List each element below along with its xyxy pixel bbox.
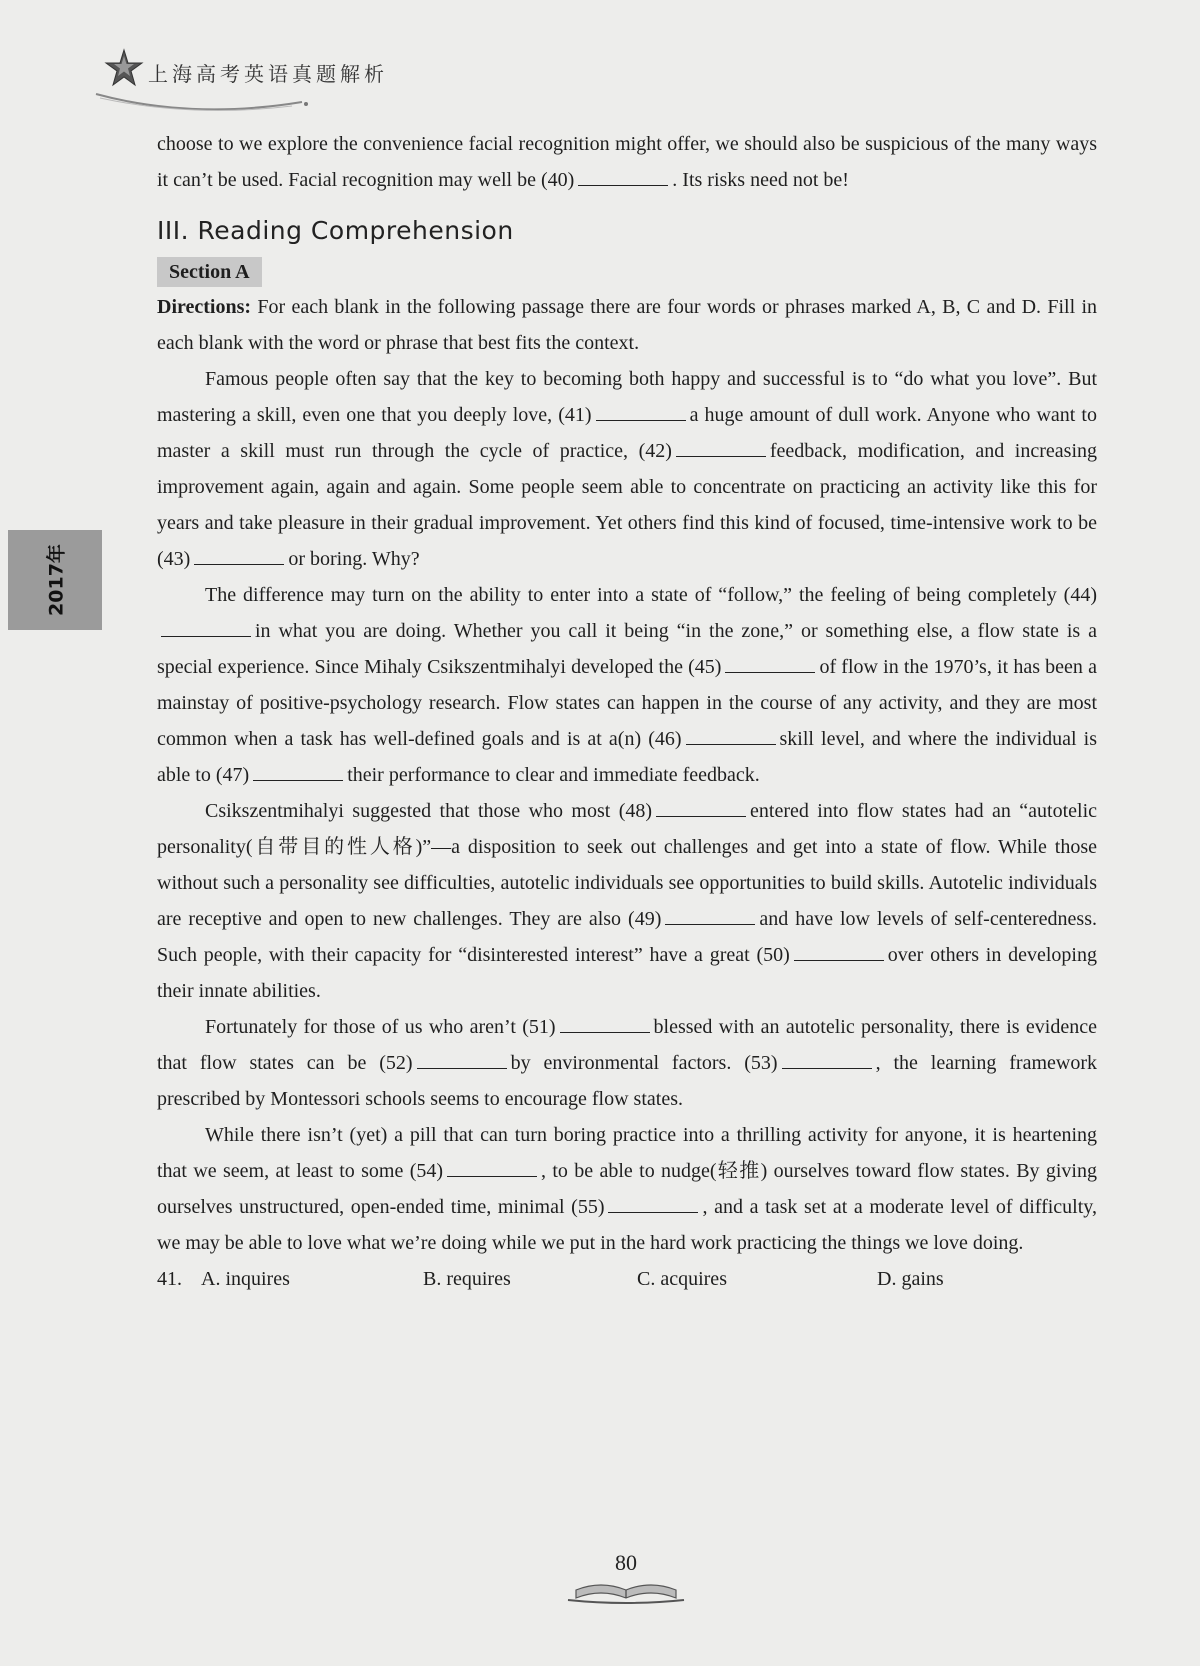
blank-40: [578, 167, 668, 186]
option-a: A. inquires: [201, 1268, 290, 1290]
blank-44: [161, 618, 251, 637]
blank-52: [417, 1050, 507, 1069]
year-side-tab: [8, 530, 102, 630]
blank-54: [447, 1158, 537, 1177]
header-title: 上海高考英语真题解析: [148, 62, 388, 86]
intro-text: choose to we explore the convenience facial recognition might offer, we should also be suspicious of the many ways it can’t be used. Facial recognition may well be (40): [157, 133, 1097, 191]
intro-paragraph: [157, 126, 1097, 198]
blank-41: [596, 402, 686, 421]
passage-paragraph-2: [157, 577, 1097, 793]
passage-text: While there isn’t (yet) a pill that can turn boring practice into a thrilling activity for anyone, it is heartening that we seem, at least to some (54): [157, 1124, 1097, 1182]
passage-text: or boring. Why?: [288, 548, 420, 570]
passage-text: their performance to clear and immediate feedback.: [347, 764, 760, 786]
page-footer: [566, 1550, 686, 1610]
option-c: C. acquires: [637, 1268, 727, 1290]
section-label: Section A: [157, 257, 262, 287]
blank-51: [560, 1014, 650, 1033]
running-header: [92, 40, 512, 110]
blank-45: [725, 654, 815, 673]
main-content: [157, 126, 1097, 1297]
passage-text: feedback, modification, and increasing improvement again, again and again. Some people seem able to concentrate on practicing an activity like this for years and take pleasure in their gradual improvement. Yet others find this kind of focused, time-intensive work to be (43): [157, 440, 1097, 570]
blank-46: [686, 726, 776, 745]
blank-50: [794, 942, 884, 961]
passage-text: over others in developing their innate abilities.: [157, 944, 1097, 1002]
passage-text: a huge amount of dull work. Anyone who want to master a skill must run through the cycle of practice, (42): [157, 404, 1097, 462]
question-41-options: [157, 1261, 1097, 1297]
open-book-icon: [566, 1576, 686, 1606]
passage-text: in what you are doing. Whether you call it being “in the zone,” or something else, a flow state is a special experience. Since Mihaly Csikszentmihalyi developed the (45): [157, 620, 1097, 678]
passage-text: , and a task set at a moderate level of difficulty, we may be able to love what we’re doing while we put in the hard work practicing the things we love doing.: [157, 1196, 1097, 1254]
directions: [157, 289, 1097, 361]
section-heading: III. Reading Comprehension: [157, 216, 514, 245]
blank-47: [253, 762, 343, 781]
option-d: D. gains: [877, 1268, 944, 1290]
blank-49: [665, 906, 755, 925]
page-number: 80: [615, 1550, 637, 1575]
passage-text: and have low levels of self-centeredness. Such people, with their capacity for “disinterested interest” have a great (50): [157, 908, 1097, 966]
passage-text: blessed with an autotelic personality, there is evidence that flow states can be (52): [157, 1016, 1097, 1074]
blank-53: [782, 1050, 872, 1069]
passage-paragraph-5: [157, 1117, 1097, 1261]
blank-43: [194, 546, 284, 565]
blank-42: [676, 438, 766, 457]
directions-text: For each blank in the following passage there are four words or phrases marked A, B, C and D. Fill in each blank with the word or phrase that best fits the context.: [157, 296, 1097, 354]
year-label: 2017年: [45, 544, 68, 616]
passage-text: Fortunately for those of us who aren’t (51): [205, 1016, 556, 1038]
passage-text: , the learning framework prescribed by Montessori schools seems to encourage flow states.: [157, 1052, 1097, 1110]
passage-text: Famous people often say that the key to becoming both happy and successful is to “do what you love”. But mastering a skill, even one that you deeply love, (41): [157, 368, 1097, 426]
passage-text: The difference may turn on the ability to enter into a state of “follow,” the feeling of being completely (44): [205, 584, 1097, 606]
passage-paragraph-1: [157, 361, 1097, 577]
blank-48: [656, 798, 746, 817]
passage-text: Csikszentmihalyi suggested that those who most (48): [205, 800, 653, 822]
passage-text: entered into flow states had an “autotelic personality(自带目的性人格)”—a disposition to seek out challenges and get into a state of flow. While those without such a personality see difficulties, autotelic individuals see opportunities to build skills. Autotelic individuals are receptive and open to new challenges. They are also (49): [157, 800, 1098, 930]
star-icon: [104, 48, 144, 88]
passage-text: by environmental factors. (53): [510, 1052, 778, 1074]
passage-paragraph-4: [157, 1009, 1097, 1117]
passage-text: , to be able to nudge(轻推) ourselves toward flow states. By giving ourselves unstructured, open-ended time, minimal (55): [157, 1160, 1097, 1218]
option-b: B. requires: [423, 1268, 511, 1290]
passage-text: skill level, and where the individual is able to (47): [157, 728, 1097, 786]
blank-55: [608, 1194, 698, 1213]
passage-text: of flow in the 1970’s, it has been a mainstay of positive-psychology research. Flow states can happen in the course of any activity, and they are most common when a task has well-defined goals and is at a(n) (46): [157, 656, 1097, 750]
intro-tail: . Its risks need not be!: [672, 169, 849, 191]
passage-paragraph-3: [157, 793, 1097, 1009]
question-number: 41.: [157, 1268, 182, 1290]
header-swoosh-decoration: [92, 84, 332, 114]
directions-label: Directions:: [157, 296, 252, 318]
